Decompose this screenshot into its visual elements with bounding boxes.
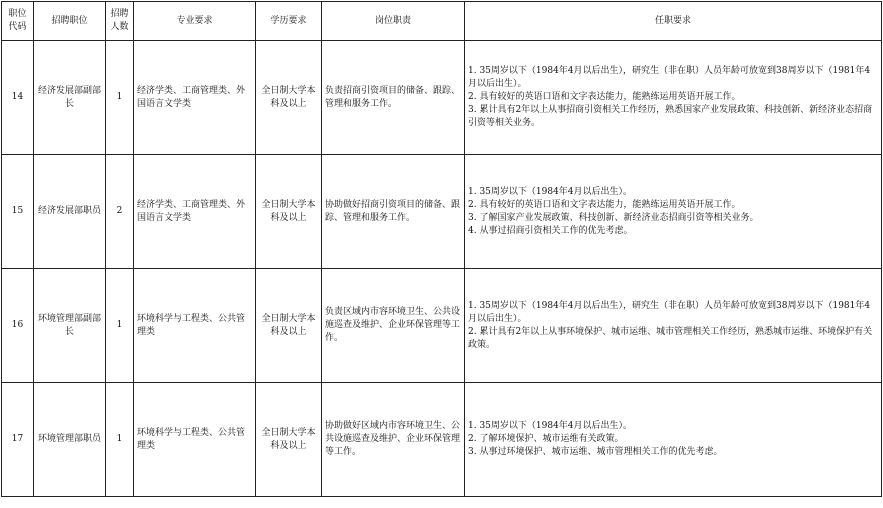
table-row [2,155,882,269]
header-education: 学历要求 [256,2,322,41]
cell-position: 环境管理部副部长 [34,269,106,383]
table-header [2,2,882,41]
requirement-line: 2. 累计具有2年以上从事环境保护、城市运维、城市管理相关工作经历，熟悉城市运维、环境保护有关政策。 [468,326,873,350]
cell-duties: 协助做好招商引资项目的储备、跟踪、管理和服务工作。 [322,155,465,269]
requirement-line: 2. 具有较好的英语口语和文字表达能力，能熟练运用英语开展工作。 [468,92,741,102]
header-count: 招聘人数 [106,2,134,41]
cell-major: 经济学类、工商管理类、外国语言文学类 [134,155,256,269]
header-position: 招聘职位 [34,2,106,41]
requirement-line: 4. 从事过招商引资相关工作的优先考虑。 [468,225,633,236]
cell-count: 1 [106,269,134,383]
table-row [2,41,882,155]
cell-requirements [465,269,882,383]
cell-major: 环境科学与工程类、公共管理类 [134,269,256,383]
header-duties: 岗位职责 [322,2,465,41]
cell-code: 16 [2,269,34,383]
cell-major: 经济学类、工商管理类、外国语言文学类 [134,41,256,155]
table-row [2,383,882,497]
cell-education: 全日制大学本科及以上 [256,269,322,383]
job-table [1,1,882,497]
cell-position: 经济发展部副部长 [34,41,106,155]
requirement-line: 1. 35周岁以下（1984年4月以后出生）。 [468,186,633,197]
header-code: 职位代码 [2,2,34,41]
cell-requirements [465,155,882,269]
cell-education: 全日制大学本科及以上 [256,155,322,269]
cell-duties: 负责招商引资项目的储备、跟踪、管理和服务工作。 [322,41,465,155]
cell-code: 17 [2,383,34,497]
cell-code: 14 [2,41,34,155]
requirement-line: 1. 35周岁以下（1984年4月以后出生）。 [468,421,633,431]
cell-education: 全日制大学本科及以上 [256,383,322,497]
cell-education: 全日制大学本科及以上 [256,41,322,155]
requirement-line: 2. 具有较好的英语口语和文字表达能力，能熟练运用英语开展工作。 [468,199,741,210]
cell-position: 环境管理部职员 [34,383,106,497]
cell-requirements [465,41,882,155]
header-requirements: 任职要求 [465,2,882,41]
cell-code: 15 [2,155,34,269]
header-major: 专业要求 [134,2,256,41]
cell-duties: 负责区域内市容环境卫生、公共设施巡查及维护、企业环保管理等工作。 [322,269,465,383]
requirement-line: 3. 从事过环境保护、城市运维、城市管理相关工作的优先考虑。 [468,447,723,457]
cell-count: 1 [106,41,134,155]
requirement-line: 1. 35周岁以下（1984年4月以后出生），研究生（非在职）人员年龄可放宽到38周岁以下（1981年4月以后出生）。 [468,300,871,324]
cell-requirements [465,383,882,497]
requirement-line: 2. 了解环境保护、城市运维有关政策。 [468,434,624,444]
cell-major: 环境科学与工程类、公共管理类 [134,383,256,497]
requirement-line: 3. 了解国家产业发展政策、科技创新、新经济业态招商引资等相关业务。 [468,212,759,223]
requirement-line: 1. 35周岁以下（1984年4月以后出生），研究生（非在职）人员年龄可放宽到38周岁以下（1981年4月以后出生）。 [468,66,871,89]
cell-position: 经济发展部职员 [34,155,106,269]
table-row [2,269,882,383]
cell-count: 1 [106,383,134,497]
cell-duties: 协助做好区域内市容环境卫生、公共设施巡查及维护、企业环保管理等工作。 [322,383,465,497]
cell-count: 2 [106,155,134,269]
requirement-line: 3. 累计具有2年以上从事招商引资相关工作经历，熟悉国家产业发展政策、科技创新、新经济业态招商引资等相关业务。 [468,105,873,128]
